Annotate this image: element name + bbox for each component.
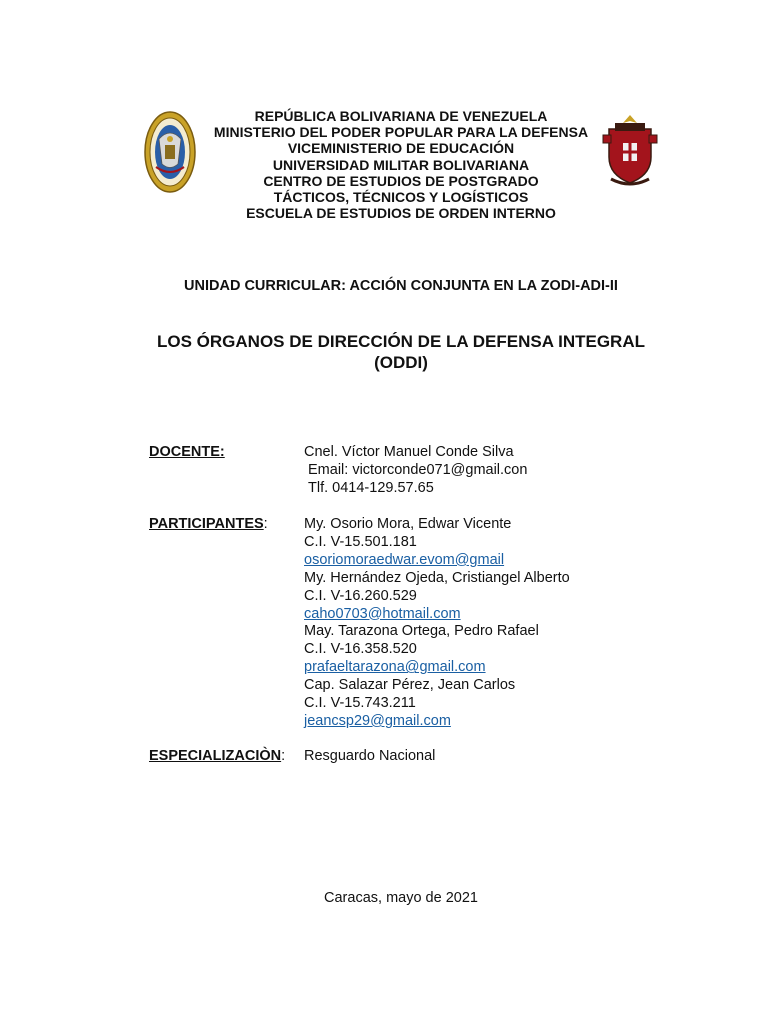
participant-email-link[interactable]: prafaeltarazona@gmail.com: [304, 659, 486, 676]
university-seal-icon: [143, 109, 197, 195]
docente-info: [304, 444, 527, 498]
title-line-1: LOS ÓRGANOS DE DIRECCIÓN DE LA DEFENSA INTEGRAL: [157, 332, 645, 351]
place-date: Caracas, mayo de 2021: [324, 890, 478, 906]
participant-email-link[interactable]: jeancsp29@gmail.com: [304, 712, 451, 729]
header-line-university: UNIVERSIDAD MILITAR BOLIVARIANA: [272, 156, 530, 173]
title-line-2: (ODDI): [374, 353, 428, 372]
header-line-center: CENTRO DE ESTUDIOS DE POSTGRADO: [263, 172, 539, 189]
curricular-unit: UNIDAD CURRICULAR: ACCIÓN CONJUNTA EN LA ZODI-ADI-II: [184, 278, 618, 294]
participant-name: My. Hernández Ojeda, Cristiangel Alberto: [304, 569, 570, 586]
participant-email-link[interactable]: caho0703@hotmail.com: [304, 605, 461, 622]
participant-ci: C.I. V-15.501.181: [304, 533, 417, 550]
participant-ci: C.I. V-15.743.211: [304, 695, 416, 712]
participantes-list: [304, 516, 570, 731]
participantes-colon: :: [263, 516, 268, 532]
document-title: [0, 331, 768, 373]
participant-name: May. Tarazona Ortega, Pedro Rafael: [304, 623, 539, 640]
docente-phone: Tlf. 0414-129.57.65: [308, 479, 434, 496]
especializacion-colon: :: [281, 748, 286, 764]
participant-name: My. Osorio Mora, Edwar Vicente: [304, 516, 512, 532]
docente-name: Cnel. Víctor Manuel Conde Silva: [304, 444, 514, 460]
participantes-label-text: PARTICIPANTES: [149, 516, 264, 532]
docente-label-text: DOCENTE:: [149, 444, 225, 460]
especializacion-label: [149, 748, 285, 764]
especializacion-value: Resguardo Nacional: [304, 748, 436, 764]
institution-header: [200, 108, 602, 221]
participantes-label: [149, 516, 268, 532]
participant-name: Cap. Salazar Pérez, Jean Carlos: [304, 677, 516, 694]
especializacion-label-text: ESPECIALIZACIÒN: [149, 748, 282, 764]
participant-ci: C.I. V-16.358.520: [304, 641, 417, 658]
header-line-viceministry: VICEMINISTERIO DE EDUCACIÓN: [287, 140, 515, 157]
header-line-republic: REPÚBLICA BOLIVARIANA DE VENEZUELA: [254, 108, 548, 124]
docente-email: Email: victorconde071@gmail.con: [308, 461, 528, 478]
coat-of-arms-icon: [601, 113, 659, 189]
header-line-center-cont: TÁCTICOS, TÉCNICOS Y LOGÍSTICOS: [273, 189, 529, 206]
header-line-ministry: MINISTERIO DEL PODER POPULAR PARA LA DEFENSA: [213, 124, 589, 141]
participant-email-link[interactable]: osoriomoraedwar.evom@gmail: [304, 551, 505, 568]
header-line-school: ESCUELA DE ESTUDIOS DE ORDEN INTERNO: [246, 205, 556, 222]
participant-ci: C.I. V-16.260.529: [304, 587, 417, 604]
docente-label: [149, 444, 225, 460]
